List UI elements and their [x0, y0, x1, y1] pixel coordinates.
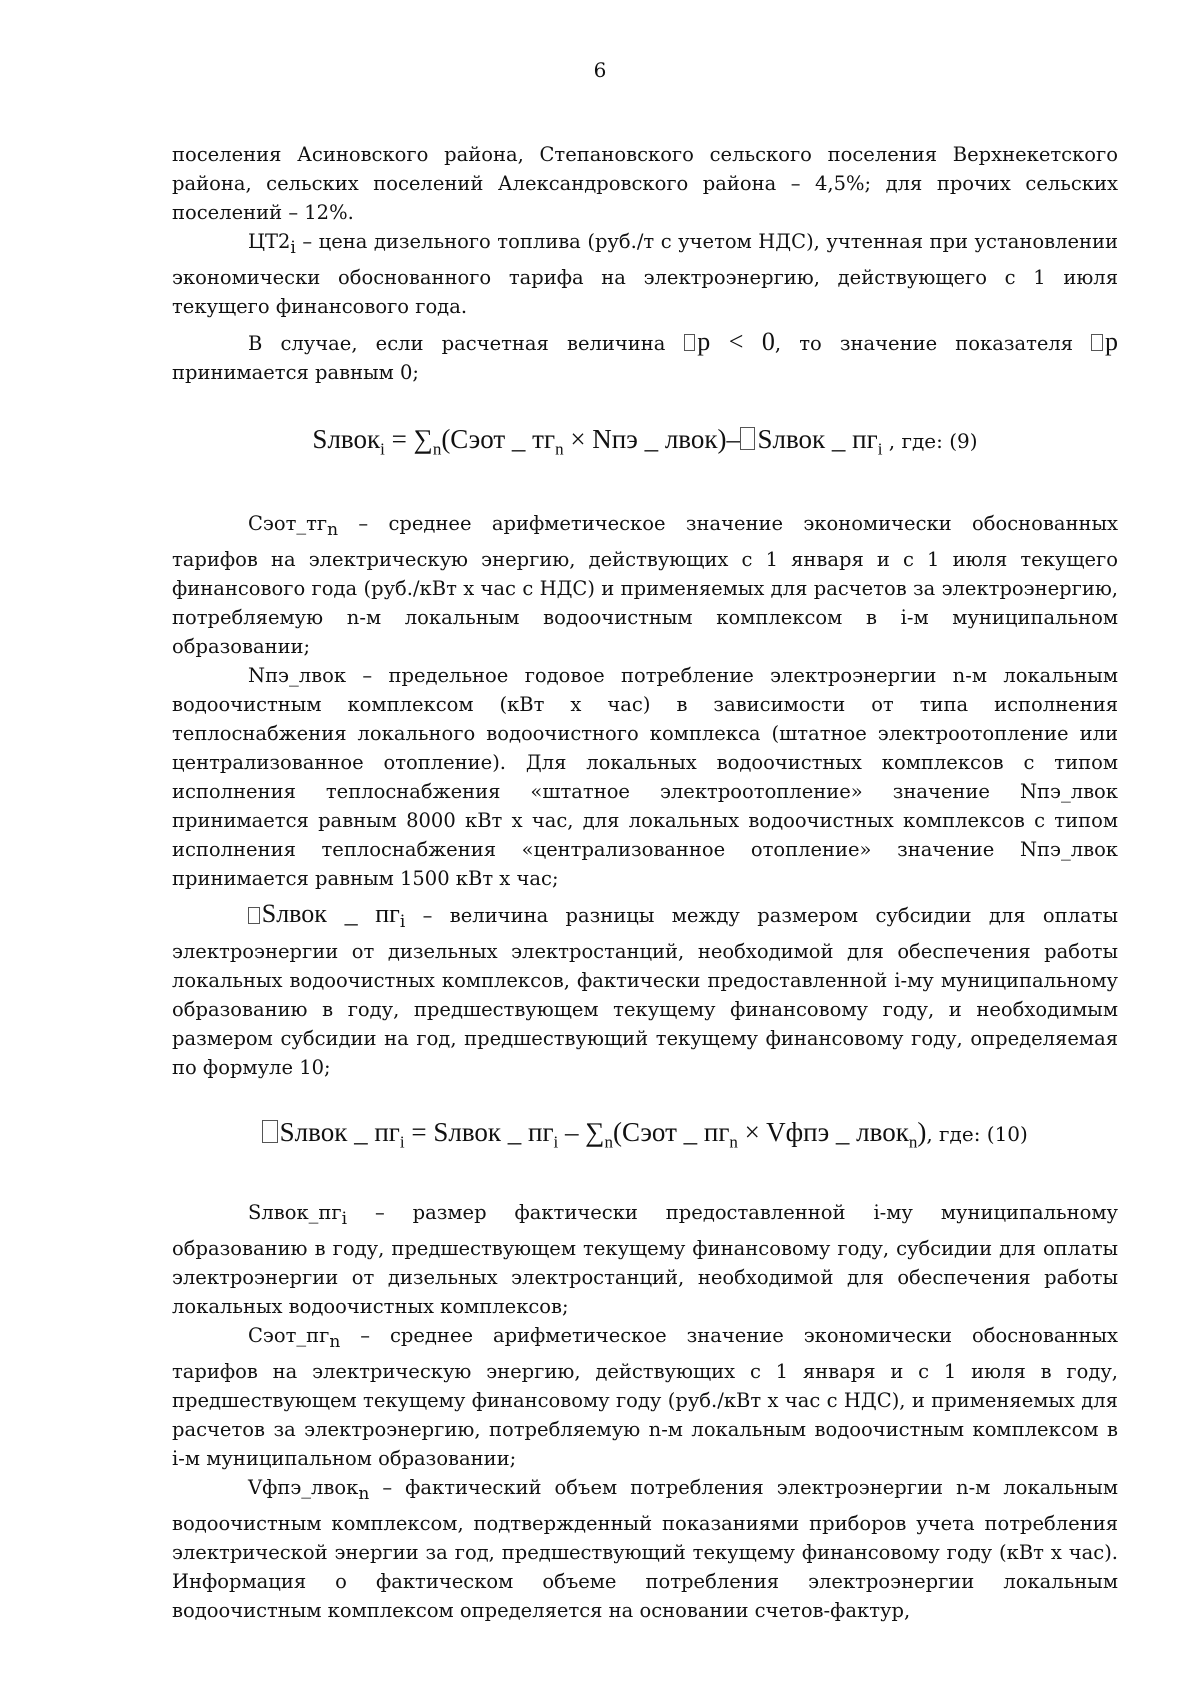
f9-term-a-sub: n — [555, 439, 564, 459]
condition-text-b: , то значение показателя — [774, 331, 1092, 355]
condition-text-a: В случае, если расчетная величина — [248, 331, 684, 355]
f9-minus: – — [726, 423, 740, 454]
missing-glyph-box-icon — [262, 1120, 278, 1143]
f9-lhs: Sлвок — [312, 423, 381, 454]
symbol-seot-tg: Сэот_тг — [248, 512, 328, 536]
symbol-ct2-sub: i — [290, 237, 296, 258]
f10-sum-symbol: ∑ — [585, 1117, 605, 1148]
f10-term-a-sub: n — [729, 1132, 738, 1152]
f9-term-a: (Сэот _ тг — [441, 423, 556, 454]
symbol-seot-tg-sub: n — [327, 520, 339, 541]
s-lvok-pg-definition: – размер фактически предоставленной i-му муниципальному образованию в году, предшествующем текущему финансовому году, субсидии для оплаты электроэнергии от дизельных электростанций, необходимой для обеспечения работы локальных водоочистных комплексов; — [172, 1201, 1118, 1319]
f10-eq: = — [404, 1117, 434, 1148]
missing-glyph-box-icon — [248, 907, 260, 924]
f10-term-b-sub: n — [908, 1132, 918, 1152]
f10-lhs-sub: i — [399, 1132, 405, 1152]
symbol-delta-s: Sлвок _ пг — [261, 899, 400, 929]
symbol-vfpe-lvok-sub: n — [358, 1484, 370, 1505]
formula-9 — [172, 425, 1118, 463]
paragraph-s-lvok-pg — [172, 1198, 1118, 1321]
missing-glyph-box-icon — [740, 427, 756, 450]
paragraph-vfpe-lvok — [172, 1473, 1118, 1625]
f10-lhs: Sлвок _ пг — [279, 1117, 400, 1148]
symbol-vfpe-lvok: Vфпэ_лвок — [248, 1476, 359, 1500]
f9-eq: = — [384, 423, 414, 454]
symbol-s-lvok-pg-sub: i — [341, 1209, 348, 1230]
seot-pg-definition: – среднее арифметическое значение экономически обоснованных тарифов на электрическую энергию, действующих с 1 января и с 1 июля в году, предшествующем текущему финансовому году (руб./кВт х час с НДС), и применяемых для расчетов за электроэнергию, потребляемую n-м локальным водоочистным комплексом в i-м муниципальном образовании; — [172, 1324, 1118, 1471]
f10-close: ) — [917, 1117, 927, 1148]
f10-times: × — [737, 1117, 767, 1148]
ct2-definition: – цена дизельного топлива (руб./т с учетом НДС), учтенная при установлении экономически обоснованного тарифа на электроэнергию, действующего с 1 июля текущего финансового года. — [172, 230, 1118, 318]
f10-sum-sub: n — [604, 1132, 614, 1152]
paragraph-npe-lvok: Nпэ_лвок – предельное годовое потребление электроэнергии n-м локальным водоочистным комплексом (кВт х час) в зависимости от типа исполнения теплоснабжения локального водоочистного комплекса (штатное электроотопление или централизованное отопление). Для локальных водоочистных комплексов с типом исполнения теплоснабжения «штатное электроотопление» значение Nпэ_лвок принимается равным 8000 кВт х час, для локальных водоочистных комплексов с типом исполнения теплоснабжения «централизованное отопление» значение Nпэ_лвок принимается равным 1500 кВт х час; — [172, 664, 1118, 891]
f9-term-b: Nпэ _ лвок) — [592, 423, 727, 454]
page-number: 6 — [593, 58, 607, 82]
f9-suffix: , где: (9) — [882, 428, 978, 453]
condition-variable: p — [1105, 326, 1118, 356]
f9-term-c-sub: i — [877, 439, 883, 459]
paragraph-seot-pg — [172, 1321, 1118, 1473]
f10-term-b: Vфпэ _ лвок — [766, 1117, 909, 1148]
f10-minus: – — [558, 1117, 586, 1148]
missing-glyph-box-icon — [1091, 334, 1103, 351]
paragraph-ct2 — [172, 227, 1118, 321]
f9-sum-sub: n — [432, 439, 442, 459]
f10-rhs-a-sub: i — [553, 1132, 559, 1152]
condition-expression: p < 0 — [697, 326, 775, 356]
delta-s-definition: – величина разницы между размером субсидии для оплаты электроэнергии от дизельных электростанций, необходимой для обеспечения работы локальных водоочистных комплексов, фактически предоставленной i-му муниципальному образованию в году, предшествующем текущему финансовому году, и необходимым размером субсидии на год, предшествующий текущему финансовому году, определяемая по формуле 10; — [172, 904, 1118, 1080]
seot-tg-definition: – среднее арифметическое значение экономически обоснованных тарифов на электрическую энергию, действующих с 1 января и с 1 июля текущего финансового года (руб./кВт х час с НДС) и применяемых для расчетов за электроэнергию, потребляемую n-м локальным водоочистным комплексом в i-м муниципальном образовании; — [172, 512, 1118, 659]
missing-glyph-box-icon — [684, 334, 696, 351]
vfpe-lvok-definition: – фактический объем потребления электроэнергии n-м локальным водоочистным комплексом, подтвержденный показаниями приборов учета потребления электрической энергии за год, предшествующий текущему финансовому году (кВт х час). Информация о фактическом объеме потребления электроэнергии локальным водоочистным комплексом определяется на основании счетов-фактур, — [172, 1476, 1118, 1623]
f9-term-c: Sлвок _ пг — [757, 423, 878, 454]
symbol-ct2: ЦТ2 — [248, 230, 291, 253]
symbol-seot-pg: Сэот_пг — [248, 1324, 330, 1348]
paragraph-condition — [172, 327, 1118, 387]
f9-sum-symbol: ∑ — [413, 423, 433, 454]
symbol-s-lvok-pg: Sлвок_пг — [248, 1201, 342, 1225]
f10-rhs-a: Sлвок _ пг — [433, 1117, 554, 1148]
document-body — [172, 140, 1118, 1625]
condition-text-c: принимается равным 0; — [172, 360, 419, 384]
paragraph-delta-s — [172, 899, 1118, 1082]
paragraph-1: поселения Асиновского района, Степановского сельского поселения Верхнекетского района, сельских поселений Александровского района – 4,5%; для прочих сельских поселений – 12%. — [172, 143, 1118, 224]
f9-times: × — [563, 423, 593, 454]
symbol-seot-pg-sub: n — [329, 1332, 341, 1353]
formula-10 — [172, 1118, 1118, 1156]
f10-term-a: (Сэот _ пг — [613, 1117, 730, 1148]
paragraph-seot-tg — [172, 509, 1118, 661]
f10-suffix: , где: (10) — [926, 1122, 1028, 1147]
symbol-delta-s-sub: i — [399, 912, 406, 933]
f9-lhs-sub: i — [380, 439, 385, 459]
